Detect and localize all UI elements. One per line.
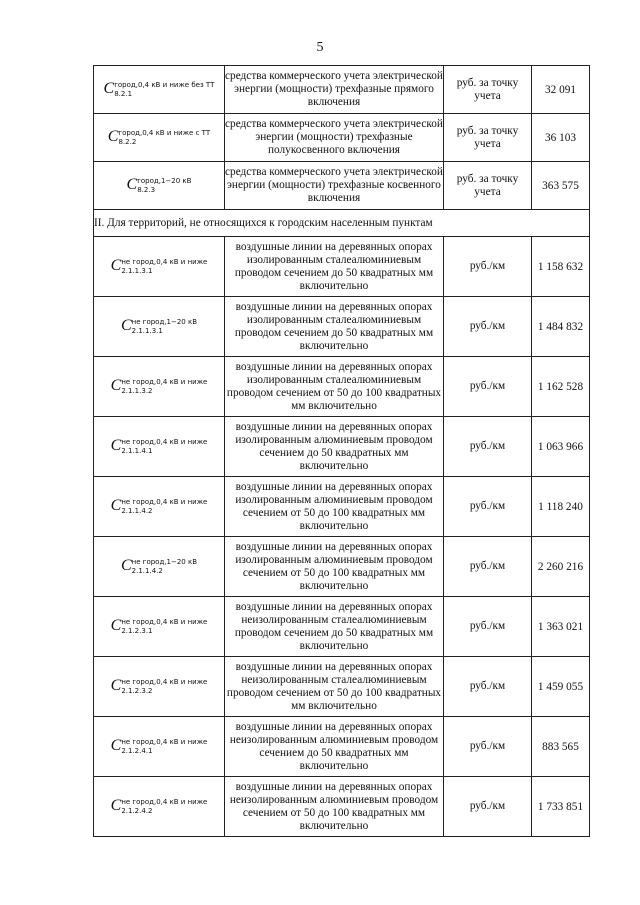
row-unit: руб./км	[444, 657, 532, 717]
row-description: воздушные линии на деревянных опорах изолированным сталеалюминиевым проводом сечением до 50 квадратных мм включительно	[225, 297, 444, 357]
code-subscript: 8.2.1	[114, 90, 133, 98]
code-superscript: не город,0,4 кВ и ниже	[121, 498, 208, 506]
rate-code	[94, 537, 225, 597]
table-row	[94, 237, 590, 297]
code-superscript: не город,1−20 кВ	[131, 318, 197, 326]
code-subscript: 2.1.1.3.2	[121, 387, 153, 395]
row-value: 36 103	[532, 114, 590, 162]
row-value: 1 459 055	[532, 657, 590, 717]
section-row	[94, 210, 590, 237]
code-base: C	[110, 436, 122, 454]
code-superscript: город,0,4 кВ и ниже без ТТ	[114, 81, 215, 89]
code-subscript: 2.1.1.4.1	[121, 447, 153, 455]
row-description: воздушные линии на деревянных опорах неизолированным алюминиевым проводом сечением до 50 квадратных мм включительно	[225, 717, 444, 777]
row-value: 1 733 851	[532, 777, 590, 837]
row-description: воздушные линии на деревянных опорах изолированным сталеалюминиевым проводом сечением от 50 до 100 квадратных мм включительно	[225, 357, 444, 417]
code-base: C	[107, 127, 119, 145]
table-row	[94, 357, 590, 417]
row-unit: руб./км	[444, 597, 532, 657]
code-base: C	[103, 79, 115, 97]
code-subscript: 8.2.3	[137, 186, 156, 194]
section-title: II. Для территорий, не относящихся к городским населенным пунктам	[94, 210, 590, 237]
table-row	[94, 537, 590, 597]
table-row	[94, 417, 590, 477]
code-subscript: 8.2.2	[118, 138, 137, 146]
row-description: воздушные линии на деревянных опорах неизолированным сталеалюминиевым проводом сечением до 50 квадратных мм включительно	[225, 597, 444, 657]
rate-code	[94, 162, 225, 210]
table-row	[94, 477, 590, 537]
code-subscript: 2.1.1.4.2	[121, 507, 153, 515]
table-row	[94, 657, 590, 717]
rate-code	[94, 417, 225, 477]
code-superscript: город,1−20 кВ	[137, 177, 192, 185]
row-unit: руб. за точку учета	[444, 162, 532, 210]
tariff-table	[93, 65, 590, 837]
row-value: 1 363 021	[532, 597, 590, 657]
code-base: C	[110, 616, 122, 634]
code-subscript: 2.1.2.4.1	[121, 747, 153, 755]
row-description: воздушные линии на деревянных опорах изолированным алюминиевым проводом сечением до 50 квадратных мм включительно	[225, 417, 444, 477]
code-subscript: 2.1.1.4.2	[131, 567, 163, 575]
code-subscript: 2.1.2.3.2	[121, 687, 153, 695]
row-value: 1 484 832	[532, 297, 590, 357]
rate-code	[94, 66, 225, 114]
page-number: 5	[316, 40, 324, 55]
row-description: воздушные линии на деревянных опорах неизолированным сталеалюминиевым проводом сечением от 50 до 100 квадратных мм включительно	[225, 657, 444, 717]
code-base: C	[110, 496, 122, 514]
row-unit: руб./км	[444, 237, 532, 297]
row-value: 1 063 966	[532, 417, 590, 477]
rate-code	[94, 477, 225, 537]
table-row	[94, 66, 590, 114]
code-subscript: 2.1.2.4.2	[121, 807, 153, 815]
code-subscript: 2.1.1.3.1	[131, 327, 163, 335]
row-description: воздушные линии на деревянных опорах изолированным сталеалюминиевым проводом сечением до 50 квадратных мм включительно	[225, 237, 444, 297]
code-base: C	[110, 796, 122, 814]
table-row	[94, 777, 590, 837]
row-unit: руб. за точку учета	[444, 114, 532, 162]
code-subscript: 2.1.1.3.1	[121, 267, 153, 275]
table-row	[94, 717, 590, 777]
table-row	[94, 162, 590, 210]
row-description: воздушные линии на деревянных опорах изолированным алюминиевым проводом сечением от 50 до 100 квадратных мм включительно	[225, 477, 444, 537]
row-description: средства коммерческого учета электрической энергии (мощности) трехфазные полукосвенного включения	[225, 114, 444, 162]
row-unit: руб./км	[444, 537, 532, 597]
code-superscript: не город,0,4 кВ и ниже	[121, 378, 208, 386]
row-value: 1 158 632	[532, 237, 590, 297]
code-superscript: не город,0,4 кВ и ниже	[121, 678, 208, 686]
code-base: C	[120, 316, 132, 334]
row-value: 2 260 216	[532, 537, 590, 597]
rate-code	[94, 297, 225, 357]
table-row	[94, 297, 590, 357]
code-superscript: не город,0,4 кВ и ниже	[121, 738, 208, 746]
rate-code	[94, 657, 225, 717]
code-superscript: не город,0,4 кВ и ниже	[121, 438, 208, 446]
row-unit: руб. за точку учета	[444, 66, 532, 114]
code-subscript: 2.1.2.3.1	[121, 627, 153, 635]
code-base: C	[120, 556, 132, 574]
rate-code	[94, 237, 225, 297]
rate-code	[94, 777, 225, 837]
rate-code	[94, 717, 225, 777]
code-base: C	[110, 256, 122, 274]
row-value: 363 575	[532, 162, 590, 210]
code-base: C	[110, 376, 122, 394]
row-unit: руб./км	[444, 777, 532, 837]
row-unit: руб./км	[444, 477, 532, 537]
row-description: средства коммерческого учета электрической энергии (мощности) трехфазные косвенного включения	[225, 162, 444, 210]
table-row	[94, 597, 590, 657]
row-description: средства коммерческого учета электрической энергии (мощности) трехфазные прямого включения	[225, 66, 444, 114]
row-value: 1 162 528	[532, 357, 590, 417]
table-row	[94, 114, 590, 162]
rate-code	[94, 114, 225, 162]
row-unit: руб./км	[444, 357, 532, 417]
code-superscript: не город,0,4 кВ и ниже	[121, 798, 208, 806]
code-base: C	[110, 676, 122, 694]
row-value: 32 091	[532, 66, 590, 114]
row-unit: руб./км	[444, 297, 532, 357]
code-base: C	[126, 175, 138, 193]
row-description: воздушные линии на деревянных опорах неизолированным алюминиевым проводом сечением от 50 до 100 квадратных мм включительно	[225, 777, 444, 837]
rate-code	[94, 597, 225, 657]
code-base: C	[110, 736, 122, 754]
code-superscript: не город,0,4 кВ и ниже	[121, 258, 208, 266]
row-value: 1 118 240	[532, 477, 590, 537]
row-unit: руб./км	[444, 417, 532, 477]
row-description: воздушные линии на деревянных опорах изолированным алюминиевым проводом сечением от 50 до 100 квадратных мм включительно	[225, 537, 444, 597]
row-unit: руб./км	[444, 717, 532, 777]
code-superscript: не город,0,4 кВ и ниже	[121, 618, 208, 626]
code-superscript: не город,1−20 кВ	[131, 558, 197, 566]
row-value: 883 565	[532, 717, 590, 777]
rate-code	[94, 357, 225, 417]
code-superscript: город,0,4 кВ и ниже с ТТ	[118, 129, 211, 137]
